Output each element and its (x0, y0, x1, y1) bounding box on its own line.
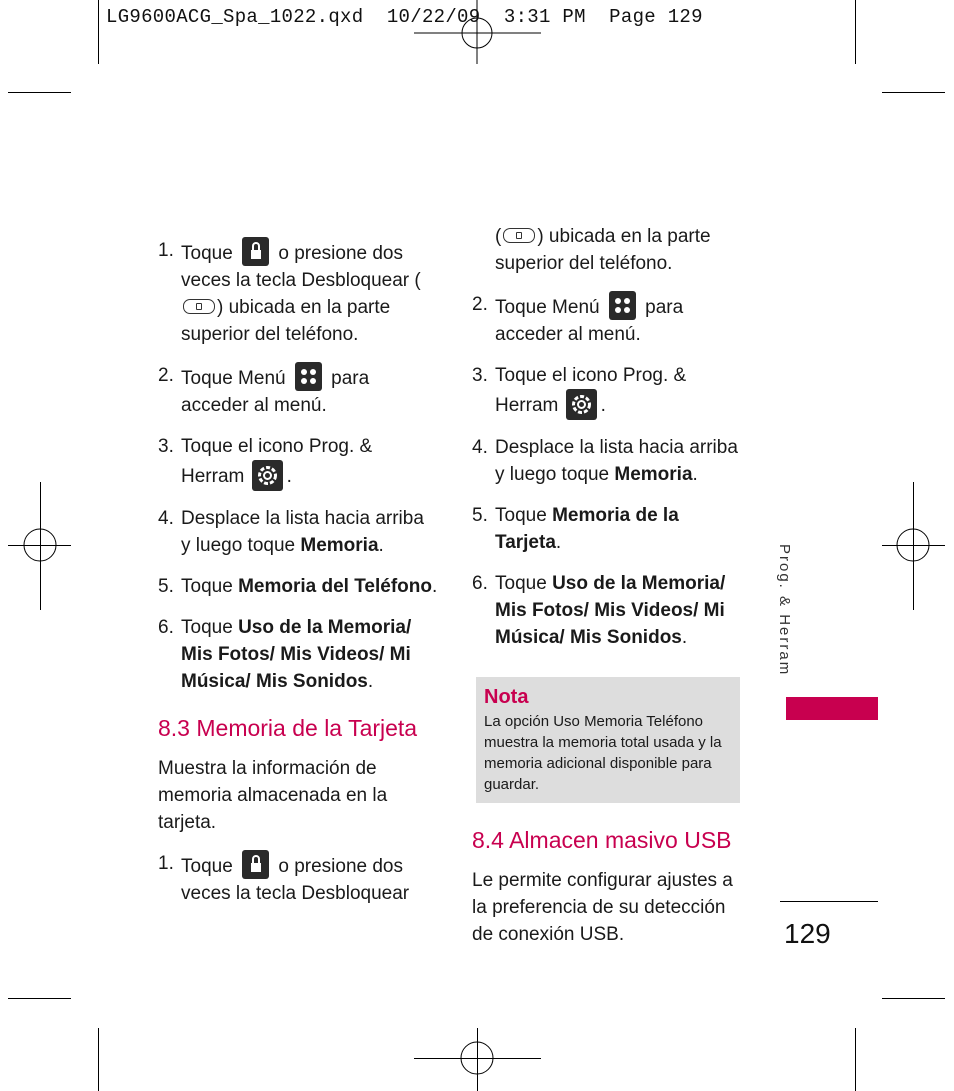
right-column (472, 223, 747, 962)
step-1: 1. Toque o presione dos veces la tecla Desbloquear () ubicada en la parte superior del teléfono. (158, 237, 438, 348)
step-5: 5. Toque Memoria del Teléfono. (158, 576, 438, 597)
card-step-6: 6. Toque Uso de la Memoria/ Mis Fotos/ Mis Videos/ Mi Música/ Mis Sonidos. (472, 573, 726, 648)
page-number-rule (780, 901, 878, 902)
section-heading-8-3: 8.3 Memoria de la Tarjeta (158, 715, 418, 741)
lock-icon (242, 850, 269, 879)
section-description: Muestra la información de memoria almacenada en la tarjeta. (158, 758, 388, 833)
note-title: Nota (484, 686, 529, 708)
settings-gear-icon (252, 460, 283, 491)
card-step-4: 4. Desplace la lista hacia arriba y luego toque Memoria. (472, 437, 738, 485)
section-heading-8-4: 8.4 Almacen masivo USB (472, 827, 732, 853)
card-step-2: 2. Toque Menú para acceder al menú. (472, 291, 747, 348)
left-column (158, 237, 438, 921)
step-3: 3. Toque el icono Prog. & Herram . (158, 433, 438, 491)
step-4: 4. Desplace la lista hacia arriba y luego toque Memoria. (158, 508, 424, 556)
card-step-5: 5. Toque Memoria de la Tarjeta. (472, 505, 679, 553)
note-body: La opción Uso Memoria Teléfono muestra la memoria total usada y la memoria adicional disponible para guardar. (484, 713, 722, 793)
note-box (476, 677, 740, 803)
unlock-key-icon (183, 299, 215, 314)
settings-gear-icon (566, 389, 597, 420)
card-step-3: 3. Toque el icono Prog. & Herram . (472, 362, 747, 420)
unlock-key-icon (503, 228, 535, 243)
section-description-usb: Le permite configurar ajustes a la preferencia de su detección de conexión USB. (472, 870, 733, 945)
step-1-continued: ( ) ubicada en la parte superior del teléfono. (495, 226, 711, 274)
side-tab-bar (786, 697, 878, 720)
step-2: 2. Toque Menú para acceder al menú. (158, 362, 438, 419)
side-tab-label: Prog. & Herram (776, 544, 793, 677)
step-6: 6. Toque Uso de la Memoria/ Mis Fotos/ Mis Videos/ Mi Música/ Mis Sonidos. (158, 617, 412, 692)
step-1-card: 1. Toque o presione dos veces la tecla Desbloquear (158, 850, 438, 907)
menu-grid-icon (295, 362, 322, 391)
page-number: 129 (784, 918, 831, 949)
menu-grid-icon (609, 291, 636, 320)
file-slug: LG9600ACG_Spa_1022.qxd 10/22/09 3:31 PM Page 129 (106, 6, 703, 28)
lock-icon (242, 237, 269, 266)
